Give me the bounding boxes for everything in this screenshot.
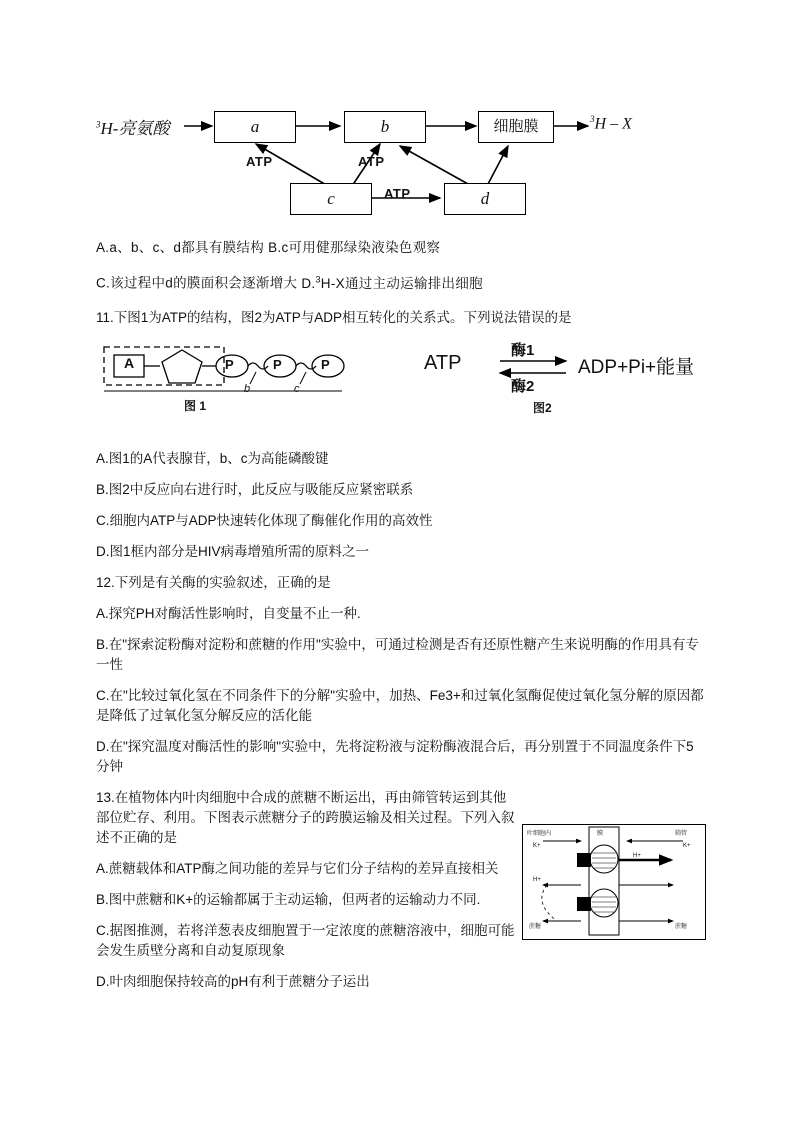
atp-phosphate-label-3: P	[321, 356, 330, 372]
atp-label-2: ATP	[358, 154, 385, 169]
q10-option-c: C.该过程中d的膜面积会逐渐增大	[96, 275, 298, 291]
atp-reactant-label: ATP	[424, 351, 462, 374]
q11-option-c: C.细胞内ATP与ADP快速转化体现了酶催化作用的高效性	[96, 512, 433, 528]
q13-stem: 13.在植物体内叶肉细胞中合成的蔗糖不断运出，再由筛管转运到其他部位贮存、利用。下图表示蔗糖分子的跨膜运输及相关过程。下列入叙述不正确的是	[96, 789, 515, 845]
q10-option-a: A.a、b、c、d都具有膜结构	[96, 240, 265, 255]
q11-option-a: A.图1的A代表腺苷，b、c为高能磷酸键	[96, 450, 329, 466]
diagram-source-label: $^3$H-亮氨酸	[96, 119, 170, 138]
atp-bond-label-c: c	[294, 382, 300, 395]
atp-adenine-label: A	[123, 354, 135, 371]
q12-option-c: C.在"比较过氧化氢在不同条件下的分解"实验中，加热、Fe3+和过氧化氢酶促使过氧化氢分解的原因都是降低了过氧化氢分解反应的活化能	[96, 687, 704, 723]
diagram-box-membrane	[478, 111, 554, 143]
diagram-box-c	[290, 183, 372, 215]
diagram-protein-secretion	[96, 88, 706, 238]
q12-stem: 12.下列是有关酶的实验叙述，正确的是	[96, 574, 331, 590]
figure-1-caption: 图 1	[184, 398, 207, 413]
atp-phosphate-label-2: P	[273, 356, 282, 372]
q11-stem: 11.下图1为ATP的结构，图2为ATP与ADP相互转化的关系式。下列说法错误的是	[96, 309, 572, 325]
diagram-box-d-label: d	[480, 189, 490, 208]
atp-label-3: ATP	[384, 186, 411, 201]
membrane-label-sucrose-left: 蔗糖	[529, 924, 542, 930]
diagram-box-b-label: b	[380, 117, 390, 136]
q10-option-d: D.$^3$H-X通过主动运输排出细胞	[301, 274, 483, 291]
q11-option-d: D.图1框内部分是HIV病毒增殖所需的原料之一	[96, 543, 370, 559]
atp-label-1: ATP	[246, 154, 273, 169]
diagram-membrane-transport	[522, 824, 706, 940]
membrane-label-membrane: 膜	[597, 831, 604, 837]
figure-2-caption: 图2	[533, 400, 552, 415]
membrane-label-sieve: 筛管	[675, 831, 688, 837]
enzyme-2-label: 酶2	[511, 377, 535, 395]
diagram-box-d	[444, 183, 526, 215]
diagram-atp-structure	[96, 339, 706, 431]
q11-option-b: B.图2中反应向右进行时，此反应与吸能反应紧密联系	[96, 481, 414, 497]
atp-phosphate-label-1: P	[225, 356, 234, 372]
enzyme-1-label: 酶1	[511, 341, 535, 359]
diagram-box-membrane-label: 细胞膜	[493, 118, 539, 135]
diagram-box-c-label: c	[327, 189, 335, 208]
q13-option-b: B.图中蔗糖和K+的运输都属于主动运输，但两者的运输动力不同.	[96, 891, 481, 907]
diagram-box-a	[214, 111, 296, 143]
q12-option-d: D.在"探究温度对酶活性的影响"实验中，先将淀粉液与淀粉酶液混合后，再分别置于不同温度条件下5分钟	[96, 738, 694, 774]
membrane-label-inside: 叶细胞内	[527, 831, 552, 837]
q13-option-c: C.据图推测，若将洋葱表皮细胞置于一定浓度的蔗糖溶液中，细胞可能会发生质壁分离和自动复原现象	[96, 922, 515, 958]
q13-option-d: D.叶肉细胞保持较高的pH有利于蔗糖分子运出	[96, 973, 370, 989]
document-content	[96, 88, 706, 1003]
membrane-label-h-left: H+	[533, 877, 541, 883]
diagram-output-label: $^3$H – X	[590, 114, 632, 133]
q10-options-row2	[96, 269, 706, 294]
membrane-label-sucrose-right: 蔗糖	[675, 924, 688, 930]
q10-option-b: B.c可用健那绿染液染色观察	[268, 240, 441, 255]
membrane-label-k-left: K+	[533, 843, 541, 849]
q10-options-row1	[96, 238, 706, 258]
membrane-label-k-right: K+	[683, 843, 691, 849]
membrane-label-h-right: H+	[633, 853, 641, 859]
q13-option-a: A.蔗糖载体和ATP酶之间功能的差异与它们分子结构的差异直接相关	[96, 860, 499, 876]
diagram-box-b	[344, 111, 426, 143]
atp-product-label: ADP+Pi+能量	[578, 356, 695, 378]
q12-option-b: B.在"探索淀粉酶对淀粉和蔗糖的作用"实验中，可通过检测是否有还原性糖产生来说明酶的作用具有专一性	[96, 636, 699, 672]
q12-option-a: A.探究PH对酶活性影响时，自变量不止一种.	[96, 605, 361, 621]
diagram-box-a-label: a	[250, 117, 260, 136]
atp-bond-label-b: b	[244, 382, 251, 395]
